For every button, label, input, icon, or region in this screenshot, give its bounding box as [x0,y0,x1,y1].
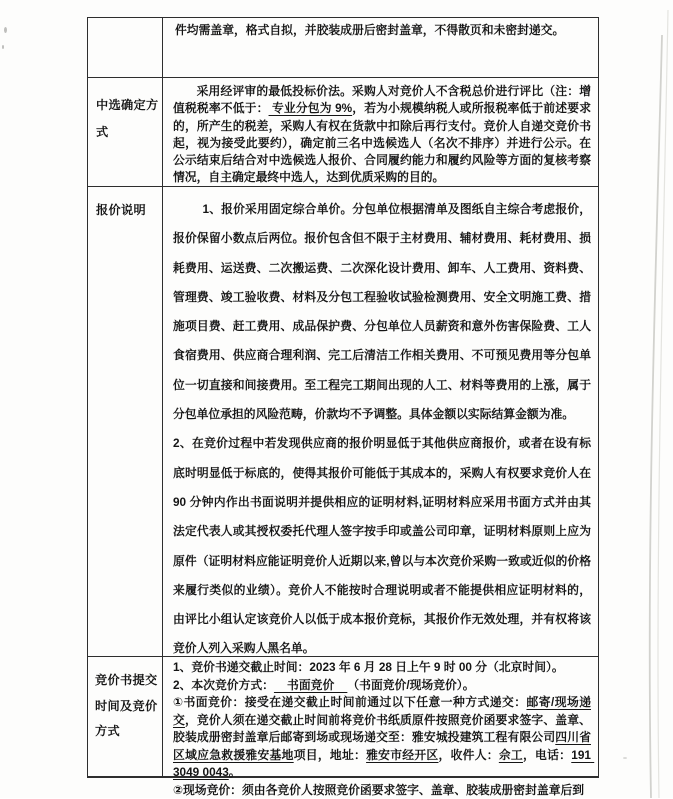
row-selection-method [88,77,598,186]
row-selection-method-content: 采用经评审的最低投标价法。采购人对竞价人不含税总价进行评比（注：增值税税率不低于： 专业分包为 9%，若为小规模纳税人或所报税率低于前述要求的，所产生的税差，采购人有权在货款中扣除后再行支付。竞价人自递交竞价书起，视为接受此要约），确定前三名中选候选人（名次不排序）并进行公示。在公示结束后结合对中选候选人报价、合同履约能力和履约风险等方面的复核考察情况，自主确定最终中选人，达到优质采购的目的。 [173,84,591,185]
row-quotation-notes-content: 1、报价采用固定综合单价。分包单位根据清单及图纸自主综合考虑报价，报价保留小数点后两位。报价包含但不限于主材费用、辅材费用、耗材费用、损耗费用、运送费、二次搬运费、二次深化设计费用、卸车、人工费用、资料费、管理费、竣工验收费、材料及分包工程验收试验检测费用、安全文明施工费、措施项目费、赶工费用、成品保护费、分包单位人员薪资和意外伤害保险费、工人食宿费用、供应商合理利润、完工后清洁工作相关费用、不可预见费用等分包单位一切直接和间接费用。至工程完工期间出现的人工、材料等费用的上涨，属于分包单位承担的风险范畴，价款均不予调整。具体金额以实际结算金额为准。 2、在竞价过程中若发现供应商的报价明显低于其他供应商报价，或者在设有标底时明显低于标底的，使得其报价可能低于其成本的，采购人有权要求竞价人在 90 分钟内作出书面说明并提供相应的证明材料,证明材料应采用书面方式并由其法定代表人或其授权委托代理人签字按手印或盖公司印章，证明材料原则上应为原件（证明材料应能证明竞价人近期以来,曾以与本次竞价采购一致或近似的价格来履行类似的业绩）。竞价人不能按时合理说明或者不能提供相应证明材料的，由评比小组认定该竞价人以低于成本报价竞标，其报价作无效处理，并有权将该竞价人列入采购人黑名单。 [173,202,595,656]
procurement-notice-table [87,17,599,797]
row-document-requirements [88,18,598,77]
scan-speck [623,757,627,759]
row-quotation-notes-label: 报价说明 [88,187,163,656]
row-submission-time-method-content: 1、竞价书递交截止时间：2023 年 6 月 28 日上午 9 时 00 分（北京时间）。 2、本次竞价方式： 书面竞价 （书面竞价/现场竞价）。 ①书面竞价：接受在递交截止时间前通过以下任意一种方式递交：邮寄/现场递交，竞价人须在递交截止时间前将竞价书纸质原件按照竞价函要求签字、盖章、胶装成册密封盖章后邮寄到场或现场递交至：雅安城投建筑工程有限公司四川省区域应急救援雅安基地项目，地址：雅安市经开区，收件人：佘工，电话：191 3049 0043。 ②现场竞价：须由各竞价人按照竞价函要求签字、盖章、胶装成册密封盖章后到 [173,660,595,797]
row-document-requirements-content: 件均需盖章，格式自拟，并胶装成册后密封盖章，不得散页和未密封递交。 [175,23,565,37]
row-submission-time-method-label: 竞价书提交 时间及竞价 方式 [88,657,163,776]
row-quotation-notes [88,186,598,656]
scan-speck [4,27,7,33]
row-submission-time-method [88,656,598,797]
scan-speck [2,45,4,49]
row-selection-method-label: 中选确定方 式 [88,78,163,186]
row-document-requirements-label [88,18,163,77]
